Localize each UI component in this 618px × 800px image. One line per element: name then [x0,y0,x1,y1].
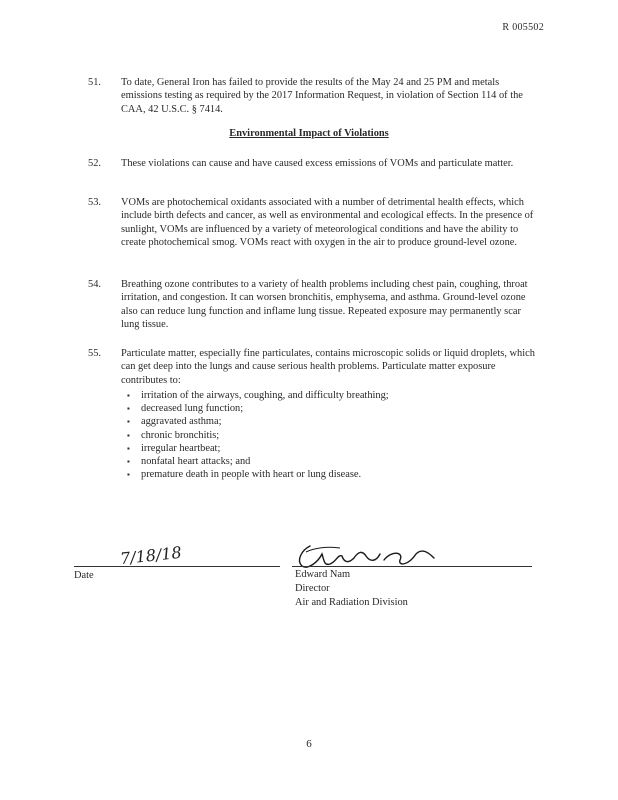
signer-name: Edward Nam [295,569,351,580]
handwritten-date: 7/18/18 [119,542,183,569]
list-item: ▪ irritation of the airways, coughing, and difficulty breathing; [141,389,538,402]
bates-number: R 005502 [502,22,544,33]
paragraph-number: 51. [88,77,101,88]
paragraph-number: 52. [88,158,101,169]
page-number: 6 [306,738,312,750]
paragraph-text: Particulate matter, especially fine particulates, contains microscopic solids or liquid droplets, which can get deep into the lungs and cause serious health problems. Particulate matter exposure contributes to: [121,348,535,386]
list-item: ▪ irregular heartbeat; [141,442,538,455]
signature-line [292,566,532,567]
paragraph-52 [88,157,538,170]
list-item: ▪ decreased lung function; [141,402,538,415]
paragraph-text: Breathing ozone contributes to a variety of health problems including chest pain, coughing, throat irritation, and congestion. It can worsen bronchitis, emphysema, and asthma. Ground-level ozone also can reduce lung function and inflame lung tissue. Repeated exposure may permanently scar lung tissue. [121,279,528,330]
signer-division: Air and Radiation Division [295,597,408,609]
list-item: ▪ chronic bronchitis; [141,429,538,442]
signer-block [295,568,408,611]
paragraph-number: 54. [88,279,101,290]
paragraph-text: These violations can cause and have caused excess emissions of VOMs and particulate matter. [121,158,514,169]
health-effects-list [121,389,538,481]
list-item: ▪ nonfatal heart attacks; and [141,455,538,468]
signer-title: Director [295,583,330,595]
paragraph-number: 55. [88,348,101,359]
paragraph-text: To date, General Iron has failed to provide the results of the May 24 and 25 PM and metals emissions testing as required by the 2017 Information Request, in violation of Section 114 of the CAA, 42 U.S.C. § 7414. [121,77,523,115]
paragraph-54 [88,278,538,331]
paragraph-text: VOMs are photochemical oxidants associated with a number of detrimental health effects, which include birth defects and cancer, as well as environmental and ecological effects. In the presence of sunlight, VOMs are influenced by a variety of meteorological conditions and have the ability to create photochemical smog. VOMs react with oxygen in the air to produce ground-level ozone. [121,197,534,248]
paragraph-53 [88,196,538,249]
paragraph-number: 53. [88,197,101,208]
date-line [74,566,280,567]
section-heading: Environmental Impact of Violations [229,128,389,139]
date-label: Date [74,570,94,581]
paragraph-51 [88,76,538,116]
list-item: ▪ premature death in people with heart or lung disease. [141,468,538,481]
list-item: ▪ aggravated asthma; [141,415,538,428]
paragraph-55 [88,347,538,481]
